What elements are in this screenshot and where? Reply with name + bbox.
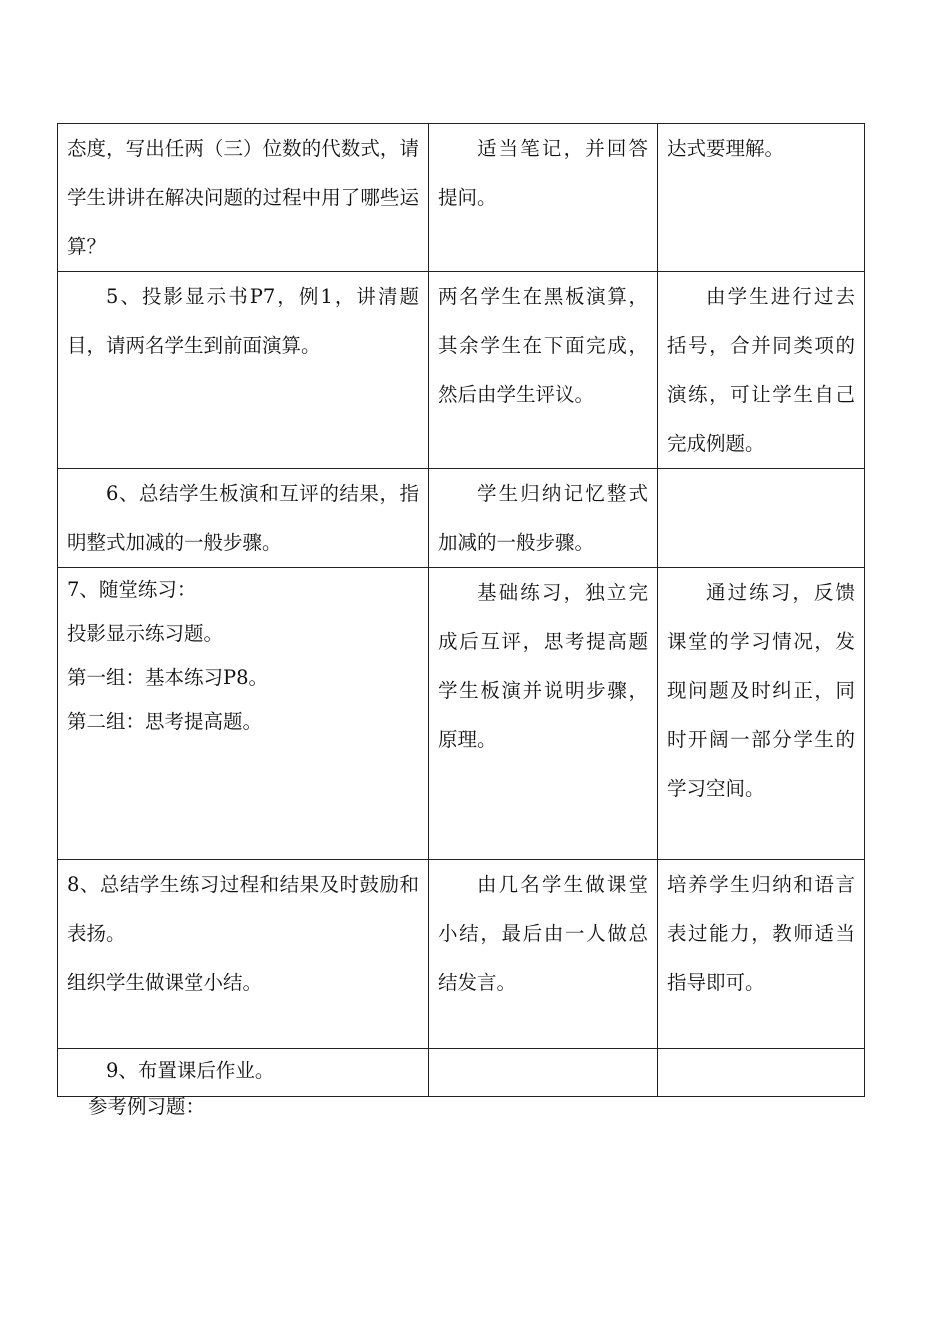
teacher-activity-cell [58, 568, 429, 860]
student-activity-cell [429, 1049, 658, 1097]
cell-text: 两名学生在黑板演算，其余学生在下面完成，然后由学生评议。 [438, 285, 648, 406]
cell-text: 由学生进行过去括号，合并同类项的演练，可让学生自己完成例题。 [667, 285, 855, 455]
table-row [58, 568, 865, 860]
student-activity-cell [429, 272, 658, 469]
student-activity-cell [429, 860, 658, 1049]
design-intent-cell [658, 272, 865, 469]
cell-text: 第二组：思考提高题。 [67, 710, 263, 733]
reference-exercises-heading: 参考例习题： [88, 1095, 206, 1118]
teacher-activity-cell [58, 124, 429, 272]
teacher-activity-cell [58, 860, 429, 1049]
cell-text: 8、总结学生练习过程和结果及时鼓励和表扬。 [67, 873, 419, 945]
teacher-activity-cell [58, 1049, 429, 1097]
table-row [58, 124, 865, 272]
cell-text: 培养学生归纳和语言表过能力，教师适当指导即可。 [667, 873, 855, 994]
design-intent-cell [658, 469, 865, 568]
cell-text: 6、总结学生板演和互评的结果，指明整式加减的一般步骤。 [67, 482, 419, 554]
teacher-activity-cell [58, 469, 429, 568]
cell-text: 学生归纳记忆整式加减的一般步骤。 [438, 482, 648, 554]
design-intent-cell [658, 860, 865, 1049]
cell-text: 适当笔记，并回答提问。 [438, 137, 648, 209]
student-activity-cell [429, 469, 658, 568]
student-activity-cell [429, 568, 658, 860]
table-row [58, 1049, 865, 1097]
cell-text: 9、布置课后作业。 [106, 1059, 275, 1082]
cell-text: 第一组：基本练习P8。 [67, 666, 269, 689]
cell-text: 通过练习，反馈课堂的学习情况，发现问题及时纠正，同时开阔一部分学生的学习空间。 [667, 581, 855, 800]
design-intent-cell [658, 124, 865, 272]
cell-text: 基础练习，独立完成后互评，思考提高题学生板演并说明步骤，原理。 [438, 581, 648, 751]
cell-text: 组织学生做课堂小结。 [67, 971, 263, 994]
cell-text: 由几名学生做课堂小结，最后由一人做总结发言。 [438, 873, 648, 994]
cell-text: 投影显示练习题。 [67, 622, 224, 645]
teacher-activity-cell [58, 272, 429, 469]
lesson-plan-table [57, 123, 865, 1097]
table-row [58, 860, 865, 1049]
cell-text: 达式要理解。 [667, 137, 785, 160]
design-intent-cell [658, 1049, 865, 1097]
student-activity-cell [429, 124, 658, 272]
cell-text: 7、随堂练习： [67, 578, 197, 601]
table-row [58, 272, 865, 469]
cell-text: 态度，写出任两（三）位数的代数式，请学生讲讲在解决问题的过程中用了哪些运算？ [67, 137, 419, 258]
table-row [58, 469, 865, 568]
design-intent-cell [658, 568, 865, 860]
cell-text: 5、投影显示书P7，例1，讲清题目，请两名学生到前面演算。 [67, 285, 419, 357]
